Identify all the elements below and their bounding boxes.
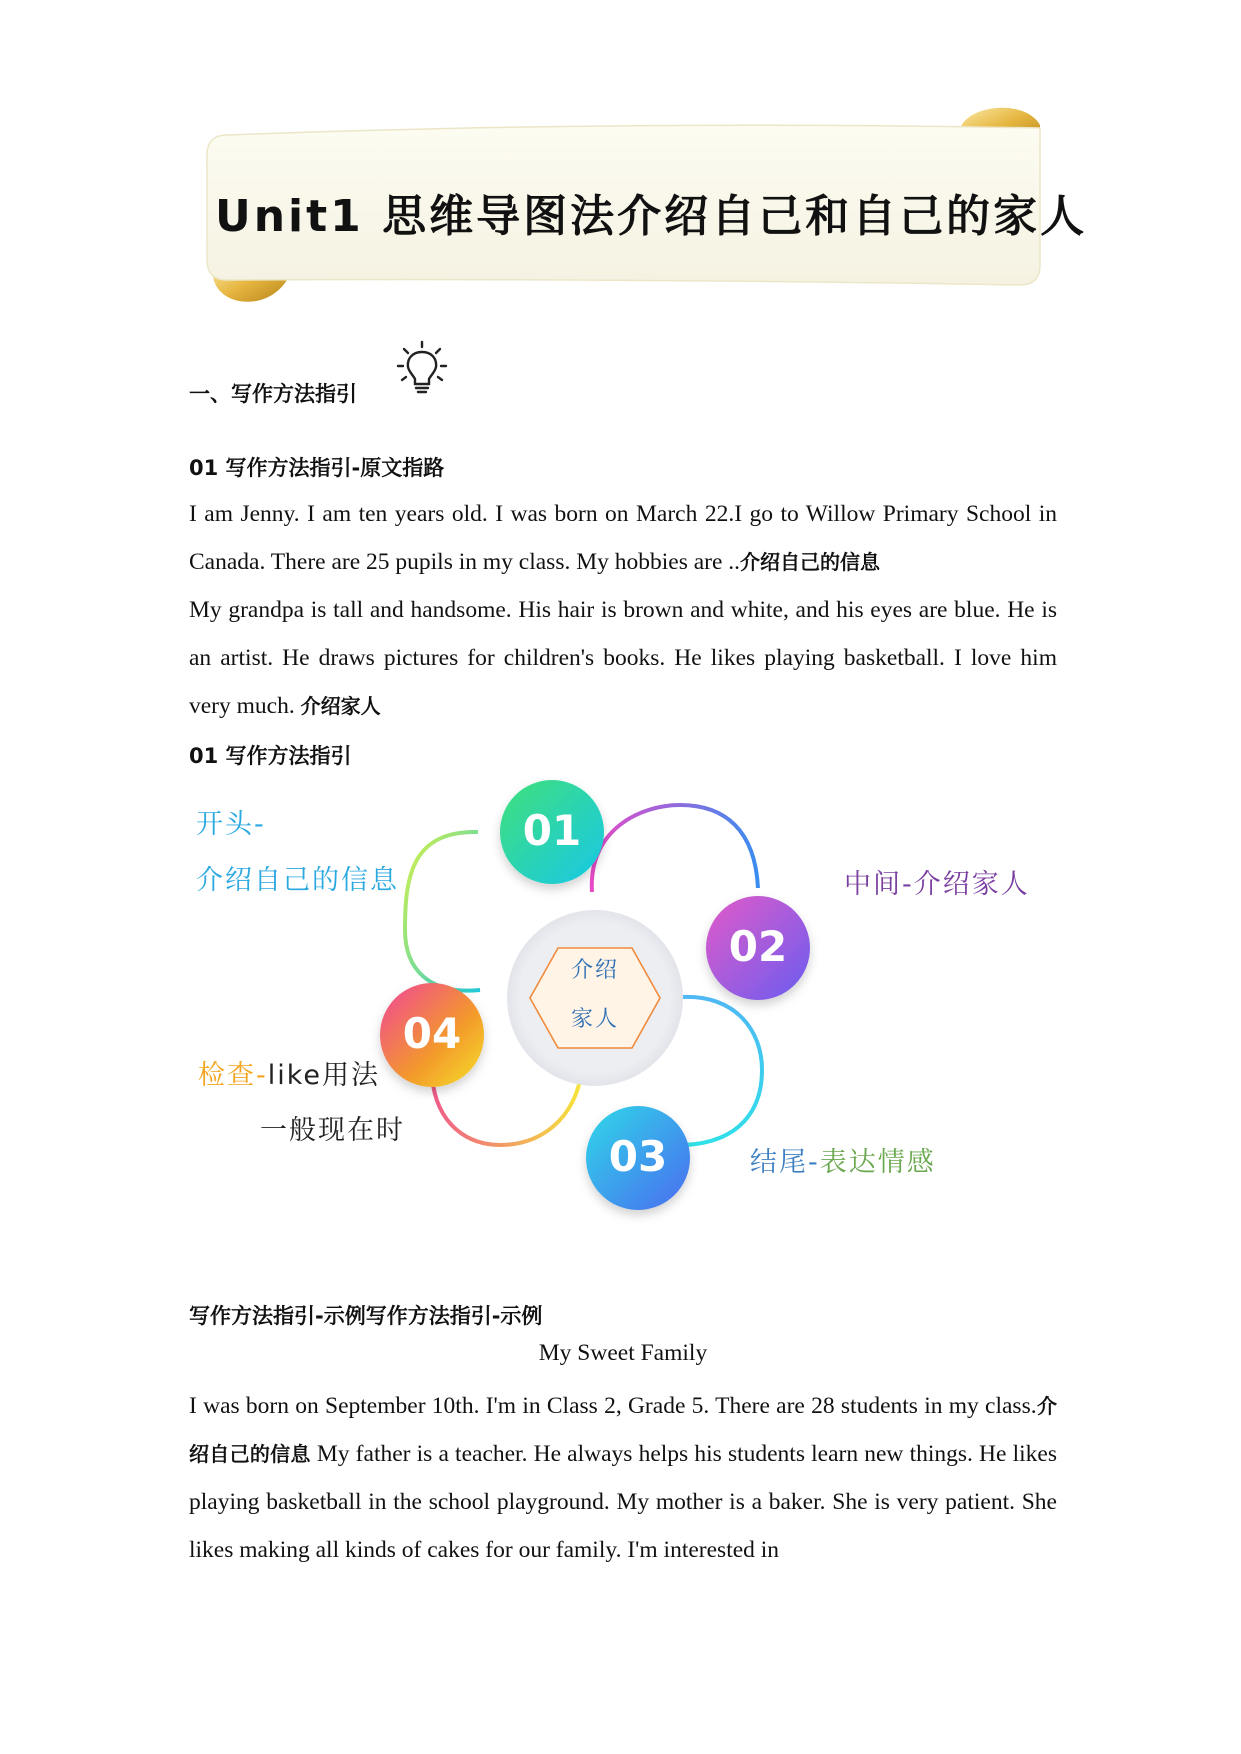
annotation-tag-self-info-example: 介绍自己的信息 — [189, 1394, 1058, 1466]
original-paragraph-2 — [189, 586, 1057, 730]
node-03-number: 03 — [608, 1132, 668, 1181]
label-check — [198, 1053, 380, 1092]
label-ending — [750, 1140, 936, 1179]
mindmap-diagram — [180, 770, 1060, 1230]
label-ending-a: 结尾- — [750, 1147, 820, 1178]
annotation-tag-family: 介绍家人 — [300, 694, 381, 718]
label-opening-line1: 开头- — [196, 809, 266, 840]
node-02-number: 02 — [728, 922, 788, 971]
center-text-line2: 家人 — [570, 1007, 619, 1032]
original-text-1: I am Jenny. I am ten years old. I was born on March 22.I go to Willow Primary School in Canada. There are 25 pupils in my class. My hobbies are .. — [189, 501, 1057, 575]
label-middle: 中间-介绍家人 — [844, 869, 1030, 900]
example-paragraph — [189, 1382, 1057, 1574]
label-check-line2: 一般现在时 — [260, 1115, 405, 1146]
center-text-line1: 介绍 — [570, 958, 619, 983]
example-heading: 写作方法指引-示例写作方法指引-示例 — [189, 1304, 543, 1328]
subsection-heading-guide: 01 写作方法指引 — [189, 744, 352, 768]
node-04-number: 04 — [402, 1009, 462, 1058]
label-check-b: like用法 — [267, 1060, 381, 1091]
label-check-a: 检查- — [198, 1060, 268, 1091]
section-heading: 一、写作方法指引 — [189, 382, 357, 406]
page-title: Unit1 思维导图法介绍自己和自己的家人 — [215, 191, 1088, 242]
node-01-number: 01 — [522, 806, 582, 855]
annotation-tag-self-info: 介绍自己的信息 — [740, 550, 881, 574]
label-opening-line2: 介绍自己的信息 — [196, 865, 399, 896]
example-text-2: My father is a teacher. He always helps his students learn new things. He likes playing basketball in the school playground. My mother is a baker. She is very patient. She likes making all kinds of cakes for our family. I'm interested in — [189, 1441, 1057, 1563]
example-essay-title: My Sweet Family — [538, 1340, 708, 1366]
subsection-heading-original: 01 写作方法指引-原文指路 — [189, 456, 445, 480]
title-banner — [205, 100, 1088, 320]
original-text-2: My grandpa is tall and handsome. His hair is brown and white, and his eyes are blue. He is an artist. He draws pictures for children's books. He likes playing basketball. I love him very much. — [189, 597, 1057, 719]
example-text-1: I was born on September 10th. I'm in Class 2, Grade 5. There are 28 students in my class. — [189, 1393, 1037, 1419]
lightbulb-icon — [396, 340, 448, 398]
original-paragraph-1 — [189, 490, 1057, 586]
label-ending-b: 表达情感 — [819, 1147, 936, 1178]
